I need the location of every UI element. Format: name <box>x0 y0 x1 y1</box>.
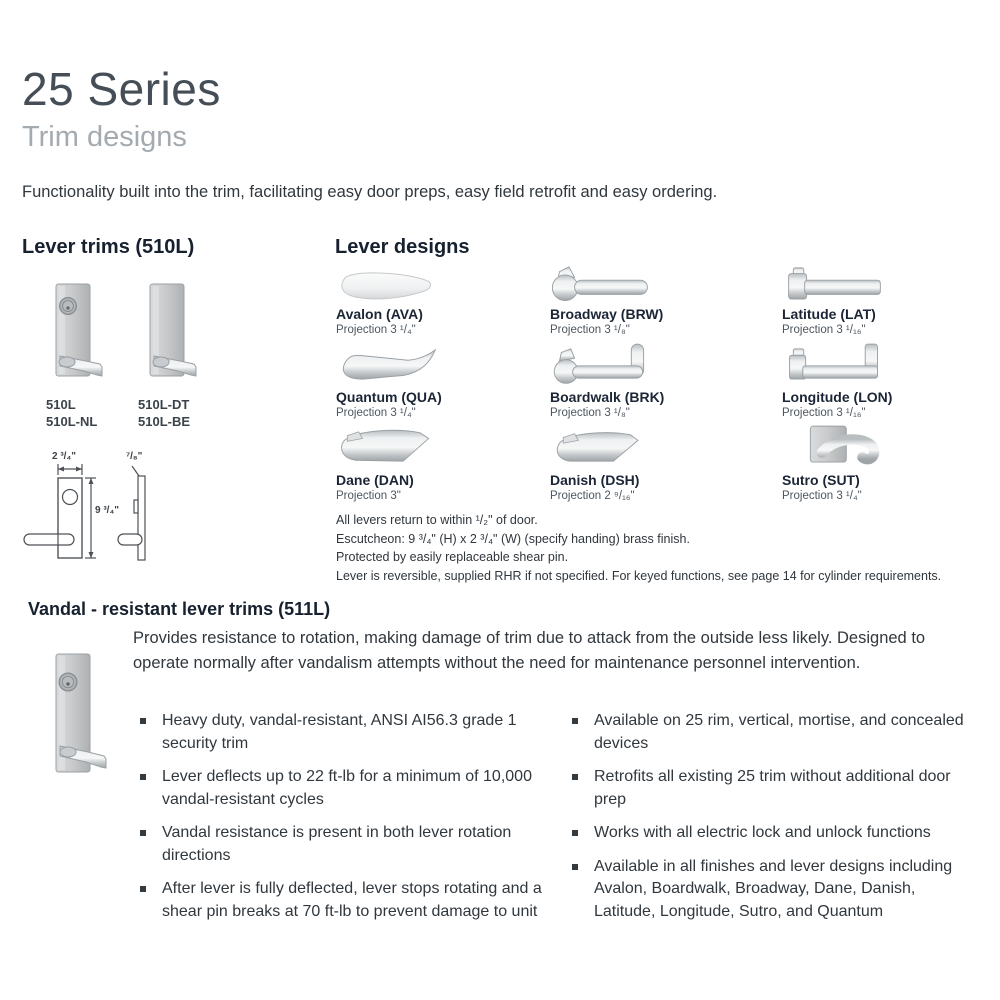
bullet-square-icon <box>572 774 578 780</box>
lever-projection: Projection 3 ¹/₄" <box>782 490 862 502</box>
lever-name: Latitude (LAT) <box>782 306 876 322</box>
lever-projection: Projection 3 ¹/₁₆" <box>782 324 866 336</box>
lever-quantum-icon <box>336 339 550 385</box>
dimension-diagram <box>20 448 170 603</box>
model-label-510l-dt <box>138 396 190 430</box>
lever-designs-grid <box>336 256 1000 505</box>
bullet-item <box>572 766 974 811</box>
lever-cell-broadway <box>550 256 782 339</box>
bullet-text: Lever deflects up to 22 ft-lb for a minimum of 10,000 vandal-resistant cycles <box>162 768 532 808</box>
note-line: Lever is reversible, supplied RHR if not specified. For keyed functions, see page 14 for cylinder requirements. <box>336 568 942 583</box>
dimension-diagram-drawing <box>20 448 170 603</box>
bullet-item <box>572 856 974 924</box>
bullet-text: Vandal resistance is present in both lever rotation directions <box>162 824 512 864</box>
trim-511l-figure <box>46 650 112 792</box>
lever-broadway-icon <box>550 256 782 302</box>
trim-511l-image <box>46 650 112 792</box>
vandal-bullets-right <box>572 710 974 934</box>
lever-name: Dane (DAN) <box>336 472 414 488</box>
model-line: 510L-DT <box>138 397 190 412</box>
bullet-text: Retrofits all existing 25 trim without additional door prep <box>594 768 951 808</box>
lever-cell-avalon <box>336 256 550 339</box>
lever-cell-dane <box>336 422 550 505</box>
bullet-square-icon <box>572 830 578 836</box>
bullet-text: After lever is fully deflected, lever stops rotating and a shear pin breaks at 70 ft-lb to prevent damage to unit <box>162 880 542 920</box>
lever-danish-icon <box>550 422 782 468</box>
bullet-square-icon <box>140 718 146 724</box>
lever-projection: Projection 3 ¹/₄" <box>336 324 416 336</box>
vandal-heading: Vandal - resistant lever trims (511L) <box>28 599 331 619</box>
bullet-square-icon <box>572 864 578 870</box>
bullet-text: Heavy duty, vandal-resistant, ANSI AI56.3 grade 1 security trim <box>162 712 517 752</box>
lever-name: Boardwalk (BRK) <box>550 389 665 405</box>
bullet-item <box>140 878 542 923</box>
lever-projection: Projection 3 ¹/₄" <box>336 407 416 419</box>
bullet-square-icon <box>140 830 146 836</box>
bullet-square-icon <box>140 774 146 780</box>
lever-name: Quantum (QUA) <box>336 389 442 405</box>
trim-510l-keyed-image <box>40 282 110 392</box>
lever-name: Danish (DSH) <box>550 472 640 488</box>
lever-cell-boardwalk <box>550 339 782 422</box>
lever-sutro-icon <box>782 422 1000 468</box>
lever-trims-heading: Lever trims (510L) <box>22 236 195 258</box>
lever-cell-latitude <box>782 256 1000 339</box>
lever-cell-longitude <box>782 339 1000 422</box>
bullet-item <box>572 710 974 755</box>
note-line: Protected by easily replaceable shear pin. <box>336 550 569 564</box>
lever-projection: Projection 3 ¹/₈" <box>550 407 630 419</box>
lever-name: Broadway (BRW) <box>550 306 664 322</box>
bullet-square-icon <box>572 718 578 724</box>
lever-projection: Projection 2 ⁹/₁₆" <box>550 490 635 502</box>
trim-510l-keyed-figure <box>40 282 110 392</box>
page-subtitle: Trim designs <box>22 121 187 153</box>
lever-avalon-icon <box>336 256 550 302</box>
note-line: All levers return to within ¹/₂" of door. <box>336 513 538 527</box>
dim-height-label: 9 ³/₄" <box>95 505 119 516</box>
bullet-item <box>140 822 542 867</box>
lever-name: Avalon (AVA) <box>336 306 423 322</box>
lever-boardwalk-icon <box>550 339 782 385</box>
bullet-item <box>140 710 542 755</box>
model-line: 510L-BE <box>138 414 191 429</box>
lever-cell-sutro <box>782 422 1000 505</box>
vandal-description: Provides resistance to rotation, making damage of trim due to attack from the outside less likely. Designed to operate normally after vandalism attempts without the need for maintenance personnel intervention. <box>133 629 926 672</box>
lever-designs-heading: Lever designs <box>335 236 470 258</box>
trim-510l-blank-image <box>134 282 204 392</box>
lever-longitude-icon <box>782 339 1000 385</box>
lever-projection: Projection 3" <box>336 490 401 502</box>
model-line: 510L <box>46 397 76 412</box>
intro-text: Functionality built into the trim, facilitating easy door preps, easy field retrofit and easy ordering. <box>22 183 718 201</box>
lever-latitude-icon <box>782 256 1000 302</box>
lever-projection: Projection 3 ¹/₈" <box>550 324 630 336</box>
page-title: 25 Series <box>22 63 221 115</box>
bullet-item <box>140 766 542 811</box>
vandal-bullets-left <box>140 710 542 934</box>
model-line: 510L-NL <box>46 414 98 429</box>
trim-510l-blank-figure <box>134 282 204 392</box>
note-line: Escutcheon: 9 ³/₄" (H) x 2 ³/₄" (W) (specify handing) brass finish. <box>336 531 690 546</box>
dim-width-label: 2 ³/₄" <box>52 451 76 462</box>
bullet-square-icon <box>140 886 146 892</box>
lever-designs-notes <box>336 511 996 585</box>
lever-cell-danish <box>550 422 782 505</box>
lever-dane-icon <box>336 422 550 468</box>
bullet-text: Available in all finishes and lever designs including Avalon, Boardwalk, Broadway, Dane, Danish, Latitude, Longitude, Sutro, and Quantum <box>594 857 953 920</box>
bullet-text: Works with all electric lock and unlock functions <box>594 824 931 841</box>
dim-thickness-label: ⁷/₈" <box>126 451 143 462</box>
lever-name: Sutro (SUT) <box>782 472 860 488</box>
lever-name: Longitude (LON) <box>782 389 893 405</box>
bullet-text: Available on 25 rim, vertical, mortise, and concealed devices <box>594 712 964 752</box>
lever-cell-quantum <box>336 339 550 422</box>
model-label-510l <box>46 396 97 430</box>
lever-projection: Projection 3 ¹/₁₆" <box>782 407 866 419</box>
bullet-item <box>572 822 974 845</box>
